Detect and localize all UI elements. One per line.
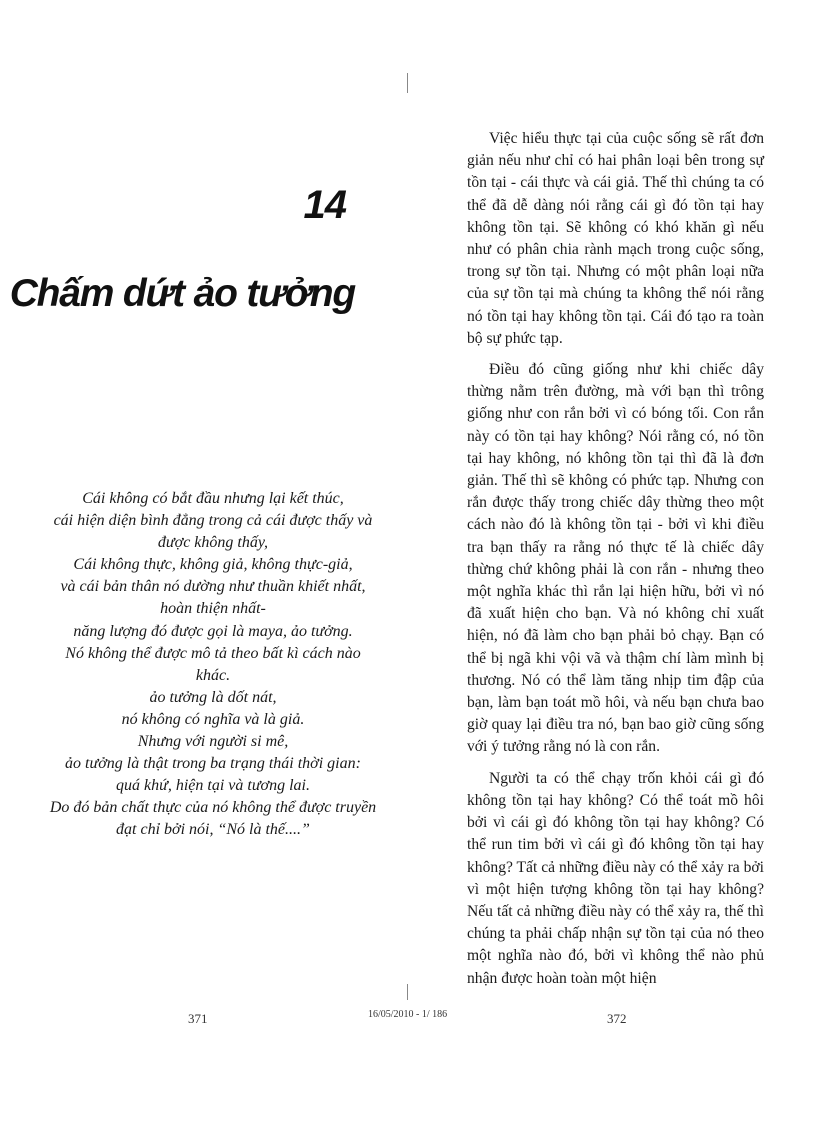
epigraph-line: Cái không có bắt đầu nhưng lại kết thúc, [82, 490, 344, 507]
gutter-mark-bottom [407, 984, 408, 1000]
body-text [467, 128, 764, 999]
epigraph-line: ảo tưởng là thật trong ba trạng thái thời gian: [65, 755, 361, 773]
paragraph: Việc hiểu thực tại của cuộc sống sẽ rất đơn giản nếu như chỉ có hai phân loại bên trong sự tồn tại - cái thực và cái giả. Thế thì chúng ta có thể đã dễ dàng nói rằng cái gì đó tồn tại hay không tồn tại. Sẽ không có khó khăn gì nếu như có phân chia rành mạch trong cuộc sống, trong sự tồn tại. Nhưng có một phân loại nữa của sự tồn tại mà chúng ta không thể nói rằng nó tồn tại hay không tồn tại. Cái đó tạo ra toàn bộ sự phức tạp. [467, 130, 764, 347]
chapter-title: Chấm dứt ảo tưởng [9, 272, 355, 315]
epigraph-line: ảo tưởng là dốt nát, [149, 688, 277, 706]
epigraph-line: Nhưng với người si mê, [137, 733, 289, 751]
epigraph-line: cái hiện diện bình đẳng trong cả cái được thấy và được không thấy, [53, 512, 373, 552]
page-number-left: 371 [188, 1011, 208, 1026]
epigraph-line: quá khứ, hiện tại và tương lai. [116, 777, 310, 795]
gutter-mark-top [407, 73, 408, 93]
paragraph: Điều đó cũng giống như khi chiếc dây thừng nằm trên đường, mà với bạn thì trông giống như con rắn bởi vì có bóng tối. Con rắn này có tồn tại hay không? Nói rằng có, nó tồn tại hay không, nó không tồn tại thì đã là đơn giản. Thế thì sẽ không có phức tạp. Nhưng con rắn được thấy trong chiếc dây thừng theo một cách nào đó là không tồn tại - bởi vì khi điều tra bạn thấy ra rằng nó thực tế là chiếc dây thừng chứ không phải là con rắn - nhưng theo một nghĩa khác thì rắn lại hiện hữu, bởi vì nó đã xuất hiện cho bạn. Và nó không chỉ xuất hiện, nó đã làm cho bạn phải bỏ chạy. Bạn có thể bị ngã khi vội vã và thậm chí làm mình bị thương. Nó có thể làm tăng nhịp tim đập của bạn, làm bạn toát mồ hôi, và nếu bạn chưa bao giờ quay lại điều tra nó, bạn bao giờ cũng sống với ý tưởng rằng nó là con rắn. [467, 361, 764, 756]
paragraph: Người ta có thể chạy trốn khỏi cái gì đó không tồn tại hay không? Có thể toát mồ hôi bởi vì cái gì đó không tồn tại hay không? Có thể run tim bởi vì cái gì đó không tồn tại hay không? Tất cả những điều này có thể xảy ra bởi vì một hiện tượng không tồn tại hay không? Nếu tất cả những điều này có thể xảy ra, thế thì chúng ta phải chấp nhận sự tồn tại của nó theo một nghĩa nào đó, bởi vì không thể nào phủ nhận được hoàn toàn một hiện [467, 769, 765, 987]
epigraph-line: Do đó bản chất thực của nó không thể được truyền đạt chỉ bởi nói, “Nó là thế....” [49, 799, 377, 839]
footer-stamp: 16/05/2010 - 1/ 186 [368, 1009, 448, 1020]
epigraph-line: và cái bản thân nó dường như thuần khiết nhất, hoàn thiện nhất- [60, 578, 366, 618]
page-number-right: 372 [607, 1011, 627, 1026]
epigraph-line: nó không có nghĩa và là giả. [121, 710, 305, 728]
epigraph-line: Nó không thể được mô tả theo bất kì cách nào khác. [65, 644, 361, 684]
chapter-number: 14 [303, 183, 346, 227]
epigraph [48, 488, 378, 842]
epigraph-line: Cái không thực, không giả, không thực-giả, [73, 556, 353, 574]
epigraph-line: năng lượng đó được gọi là maya, ảo tưởng. [73, 622, 353, 640]
